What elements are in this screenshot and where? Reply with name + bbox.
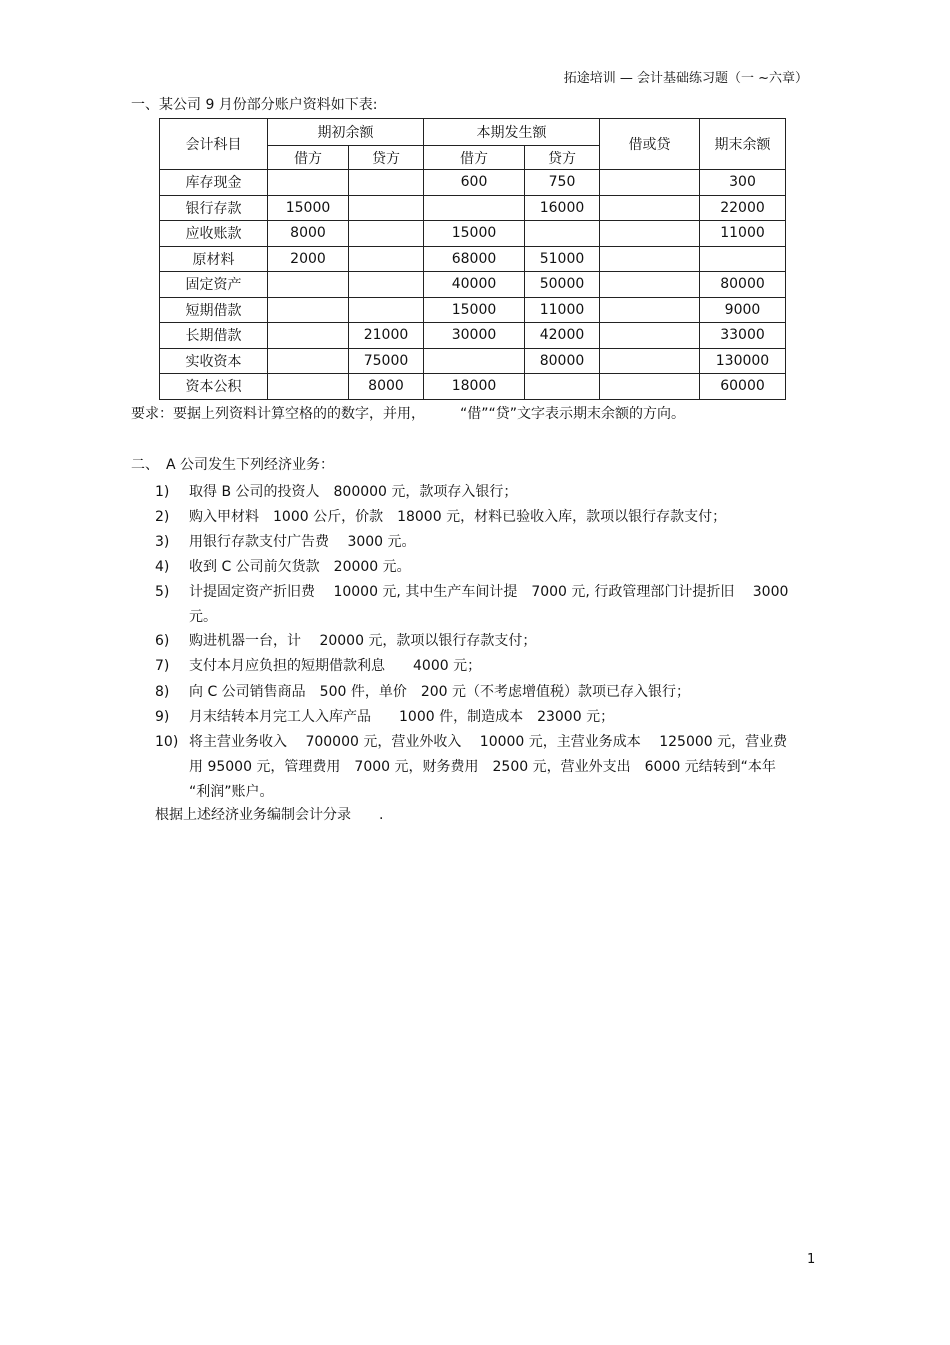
item-number: 2) — [155, 509, 170, 525]
amount-cell — [525, 374, 600, 400]
item-number: 1) — [155, 484, 170, 500]
amount-cell — [600, 272, 700, 298]
amount-cell: 600 — [424, 170, 525, 196]
amount-cell — [349, 195, 424, 221]
amount-cell: 22000 — [700, 195, 786, 221]
amount-cell — [349, 272, 424, 298]
header-current-debit: 借方 — [424, 146, 525, 170]
header-direction: 借或贷 — [600, 119, 700, 170]
table-row — [160, 374, 786, 400]
amount-cell — [349, 170, 424, 196]
amount-cell: 8000 — [349, 374, 424, 400]
amount-cell: 9000 — [700, 297, 786, 323]
header-opening-debit: 借方 — [268, 146, 349, 170]
account-name-cell: 长期借款 — [160, 323, 268, 349]
list-item — [155, 556, 411, 576]
item-text: 计提固定资产折旧费 10000 元, 其中生产车间计提 7000 元, 行政管理部门计提折旧 3000 — [189, 584, 789, 600]
account-name-cell: 应收账款 — [160, 221, 268, 247]
item-text: 向 C 公司销售商品 500 件，单价 200 元（不考虑增值税）款项已存入银行； — [189, 684, 691, 700]
amount-cell: 18000 — [424, 374, 525, 400]
requirement-text: 要求：要据上列资料计算空格的的数字，并用， “借”“贷”文字表示期末余额的方向。 — [131, 406, 686, 422]
item-number: 5) — [155, 584, 170, 600]
account-name-cell: 固定资产 — [160, 272, 268, 298]
amount-cell: 68000 — [424, 246, 525, 272]
header-current-credit: 贷方 — [525, 146, 600, 170]
item-text: 用银行存款支付广告费 3000 元。 — [189, 534, 416, 550]
header-account: 会计科目 — [160, 119, 268, 170]
header-opening-credit: 贷方 — [349, 146, 424, 170]
list-item — [155, 531, 416, 551]
list-item — [155, 481, 517, 501]
account-name-cell: 短期借款 — [160, 297, 268, 323]
item-text-continued: 用 95000 元，管理费用 7000 元，财务费用 2500 元，营业外支出 6000 元结转到“本年 — [189, 759, 776, 775]
amount-cell: 15000 — [424, 297, 525, 323]
amount-cell — [600, 221, 700, 247]
table-row — [160, 323, 786, 349]
amount-cell — [268, 170, 349, 196]
amount-cell: 8000 — [268, 221, 349, 247]
table-row — [160, 348, 786, 374]
amount-cell: 60000 — [700, 374, 786, 400]
amount-cell — [268, 297, 349, 323]
item-text: 购进机器一台，计 20000 元，款项以银行存款支付； — [189, 633, 537, 649]
item-text: 月末结转本月完工人入库产品 1000 件，制造成本 23000 元； — [189, 709, 615, 725]
instruction-text: 根据上述经济业务编制会计分录 . — [155, 807, 384, 823]
amount-cell: 16000 — [525, 195, 600, 221]
amount-cell: 130000 — [700, 348, 786, 374]
amount-cell — [525, 221, 600, 247]
item-number: 4) — [155, 559, 170, 575]
item-number: 8) — [155, 684, 170, 700]
amount-cell: 15000 — [268, 195, 349, 221]
account-name-cell: 实收资本 — [160, 348, 268, 374]
amount-cell: 50000 — [525, 272, 600, 298]
amount-cell — [600, 170, 700, 196]
amount-cell — [349, 221, 424, 247]
item-text-continued: “利润”账户。 — [189, 784, 274, 800]
amount-cell: 80000 — [700, 272, 786, 298]
amount-cell — [600, 348, 700, 374]
amount-cell: 42000 — [525, 323, 600, 349]
amount-cell — [600, 323, 700, 349]
amount-cell — [600, 374, 700, 400]
amount-cell: 11000 — [700, 221, 786, 247]
amount-cell: 40000 — [424, 272, 525, 298]
list-item — [155, 630, 536, 650]
item-text: 购入甲材料 1000 公斤，价款 18000 元，材料已验收入库，款项以银行存款支付； — [189, 509, 727, 525]
amount-cell — [268, 348, 349, 374]
item-text: 支付本月应负担的短期借款利息 4000 元； — [189, 658, 482, 674]
item-text: 取得 B 公司的投资人 800000 元，款项存入银行； — [189, 484, 518, 500]
item-number: 10) — [155, 734, 179, 750]
amount-cell — [349, 297, 424, 323]
list-item — [155, 681, 690, 701]
table-body — [160, 170, 786, 400]
table-row — [160, 221, 786, 247]
amount-cell: 2000 — [268, 246, 349, 272]
account-name-cell: 原材料 — [160, 246, 268, 272]
list-item — [155, 731, 787, 751]
table-row — [160, 246, 786, 272]
amount-cell: 15000 — [424, 221, 525, 247]
page-number: 1 — [807, 1252, 816, 1267]
table-row — [160, 272, 786, 298]
table-row — [160, 170, 786, 196]
list-item — [155, 581, 788, 601]
amount-cell: 33000 — [700, 323, 786, 349]
item-text: 收到 C 公司前欠货款 20000 元。 — [189, 559, 411, 575]
amount-cell — [600, 246, 700, 272]
amount-cell: 80000 — [525, 348, 600, 374]
amount-cell: 30000 — [424, 323, 525, 349]
section-2-title: 二、 A 公司发生下列经济业务： — [131, 457, 335, 473]
item-number: 7) — [155, 658, 170, 674]
amount-cell — [600, 297, 700, 323]
amount-cell — [700, 246, 786, 272]
amount-cell — [600, 195, 700, 221]
amount-cell: 300 — [700, 170, 786, 196]
account-name-cell: 库存现金 — [160, 170, 268, 196]
amount-cell — [424, 195, 525, 221]
header-current-amount: 本期发生额 — [424, 119, 600, 146]
item-number: 3) — [155, 534, 170, 550]
list-item — [155, 706, 614, 726]
amount-cell — [268, 374, 349, 400]
amount-cell — [424, 348, 525, 374]
item-text-continued: 元。 — [189, 609, 217, 625]
amount-cell: 51000 — [525, 246, 600, 272]
table-row — [160, 195, 786, 221]
item-number: 6) — [155, 633, 170, 649]
amount-cell: 750 — [525, 170, 600, 196]
header-closing-balance: 期末余额 — [700, 119, 786, 170]
header-opening-balance: 期初余额 — [268, 119, 424, 146]
amount-cell: 21000 — [349, 323, 424, 349]
list-item — [155, 655, 481, 675]
amount-cell: 11000 — [525, 297, 600, 323]
amount-cell — [349, 246, 424, 272]
account-name-cell: 资本公积 — [160, 374, 268, 400]
account-name-cell: 银行存款 — [160, 195, 268, 221]
page-header: 拓途培训 — 会计基础练习题（一 ~六章） — [563, 71, 808, 86]
item-number: 9) — [155, 709, 170, 725]
amount-cell: 75000 — [349, 348, 424, 374]
amount-cell — [268, 272, 349, 298]
section-1-title: 一、某公司 9 月份部分账户资料如下表: — [131, 97, 378, 113]
list-item — [155, 506, 726, 526]
account-table — [159, 118, 786, 400]
table-row — [160, 297, 786, 323]
amount-cell — [268, 323, 349, 349]
item-text: 将主营业务收入 700000 元，营业外收入 10000 元，主营业务成本 125000 元，营业费 — [189, 734, 788, 750]
